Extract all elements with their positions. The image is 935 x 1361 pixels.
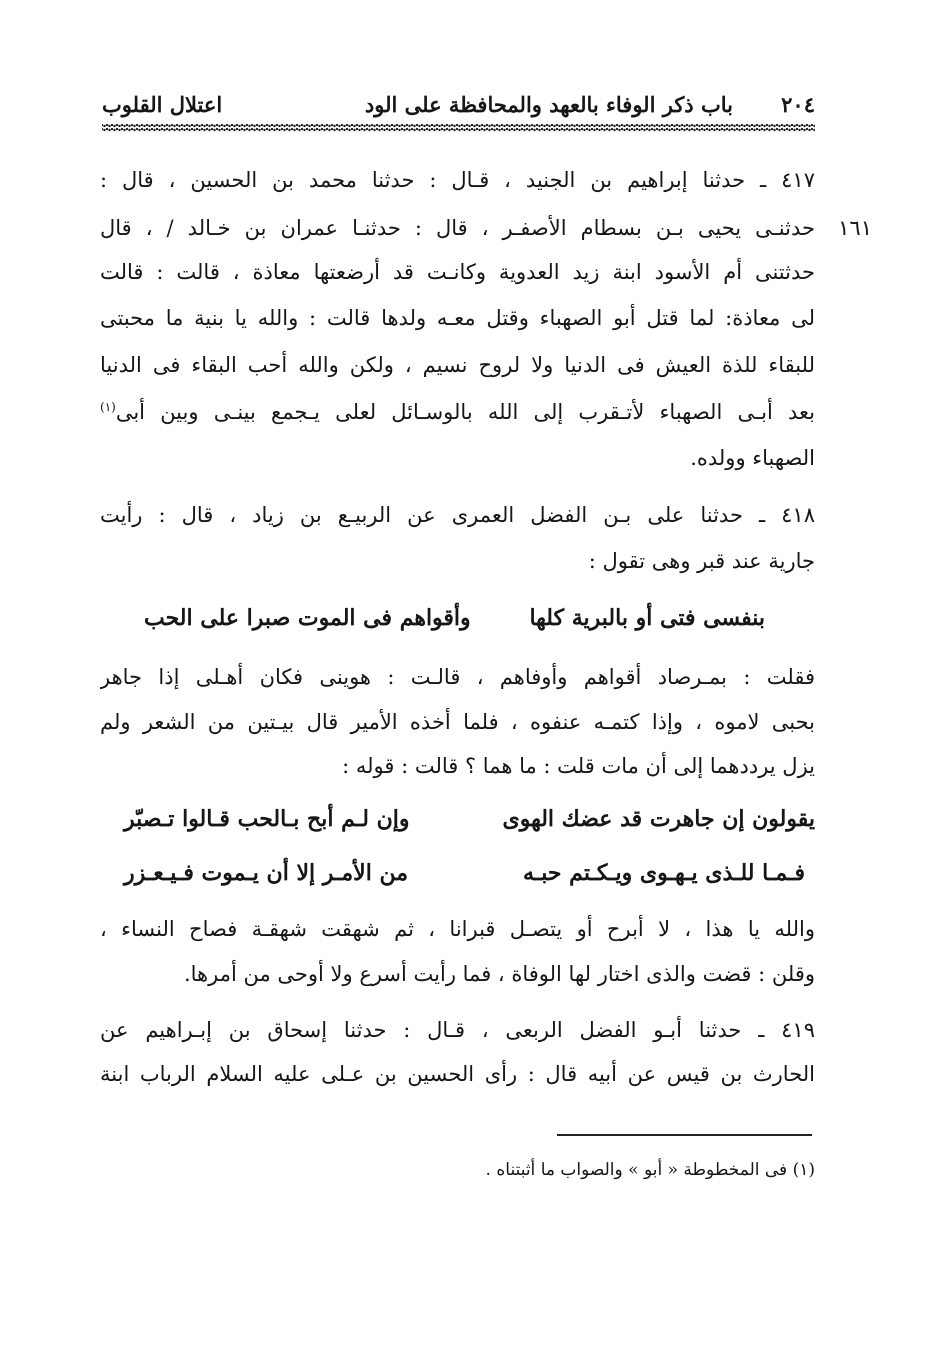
verse-3-first-hemistich: فـمـا للـذى يـهـوى ويـكـتم حبـه (523, 860, 805, 886)
text-line: ٤١٧ ـ حدثنا إبراهيم بن الجنيد ، قـال : حدثنا محمد بن الحسين ، قال : (100, 168, 815, 192)
text-line: لى معاذة: لما قتل أبو الصهباء وقتل معـه ولدها قالت : والله يا بنية ما محبتى (100, 306, 815, 330)
text-line: ٤١٨ ـ حدثنا على بـن الفضل العمرى عن الربيـع بن زياد ، قال : رأيت (100, 503, 815, 527)
text-line (100, 390, 815, 434)
text-line: الصهباء وولده. (690, 446, 815, 470)
book-title: اعتلال القلوب (102, 92, 223, 117)
verse-1-second-hemistich: وأقواهم فى الموت صبرا على الحب (144, 605, 471, 631)
verse-2-second-hemistich: وإن لـم أبح بـالحب قـالوا تـصبّر (124, 806, 410, 832)
text-line: الحارث بن قيس عن أبيه قال : رأى الحسين بن عـلى عليه السلام الرباب ابنة (100, 1062, 815, 1086)
text-line: جارية عند قبر وهى تقول : (588, 549, 815, 573)
margin-manuscript-page-ref: ١٦١ (838, 216, 872, 240)
chapter-title: باب ذكر الوفاء بالعهد والمحافظة على الود (364, 92, 733, 117)
text-line: فقلت : بمـرصاد أقواهم وأوفاهم ، قالـت : هوينى فكان أهـلى إذا جاهر (100, 665, 815, 689)
footnote-reference: (١) (100, 400, 116, 414)
text-line: للبقاء للذة العيش فى الدنيا ولا لروح نسيم ، ولكن والله أحب البقاء فى الدنيا (100, 353, 815, 377)
text-line-content: بعد أبـى الصهباء لأتـقرب إلى الله بالوسـائل لعلى يـجمع بينـى وبين أبى (115, 400, 815, 424)
verse-3-second-hemistich: من الأمـر إلا أن يـموت فـيـعـزر (124, 860, 409, 886)
text-line: حدثتنى أم الأسود ابنة زيد العدوية وكانـت قد أرضعتها معاذة ، قالت : قالت (100, 260, 815, 284)
text-line: ٤١٩ ـ حدثنا أبـو الفضل الربعى ، قـال : حدثنا إسحاق بن إبـراهيم عن (100, 1018, 815, 1042)
running-header (102, 88, 815, 122)
text-line: حدثنـى يحيى بـن بسطام الأصفـر ، قال : حدثنـا عمران بن خـالد / ، قال (100, 216, 815, 240)
verse-1-first-hemistich: بنفسى فتى أو بالبرية كلها (529, 605, 765, 631)
header-ornament-rule (102, 124, 815, 132)
text-line: وقلن : قضت والذى اختار لها الوفاة ، فما رأيت أسرع ولا أوحى من أمرها. (183, 962, 815, 986)
text-line: بحبى لاموه ، وإذا كتمـه عنفوه ، فلما أخذه الأمير قال بيـتين من الشعر ولم (100, 710, 815, 734)
footnote: (١) فى المخطوطة « أبو » والصواب ما أثبتناه . (485, 1160, 815, 1180)
verse-2-first-hemistich: يقولون إن جاهرت قد عضك الهوى (502, 806, 815, 832)
text-line: يزل يرددهما إلى أن مات قلت : ما هما ؟ قالت : قوله : (342, 754, 815, 778)
text-line: والله يا هذا ، لا أبرح أو يتصـل قبرانا ، ثم شهقت شهقـة فصاح النساء ، (100, 917, 815, 941)
page-number: ٢٠٤ (781, 92, 815, 117)
footnote-separator (557, 1134, 812, 1136)
